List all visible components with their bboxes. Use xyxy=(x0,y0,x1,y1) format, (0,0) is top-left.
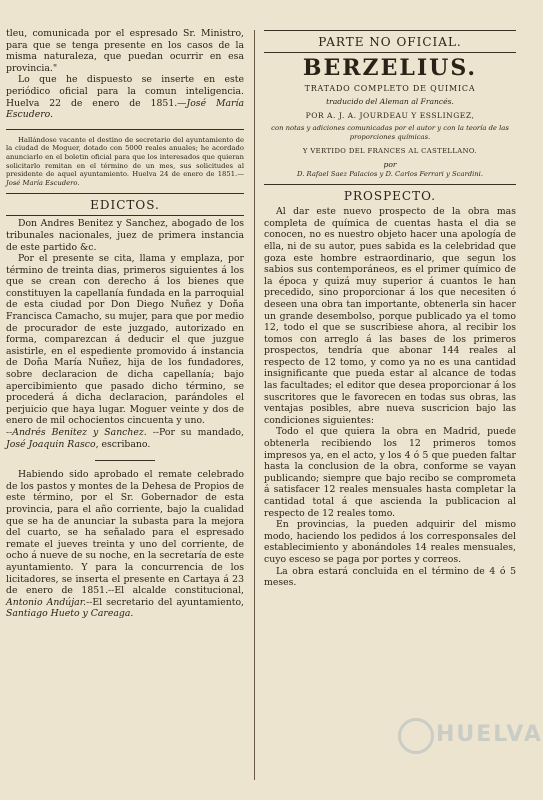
divider-rule xyxy=(264,184,516,185)
signature-rasco: José Joaquin Rasco, xyxy=(6,438,99,450)
prospecto-paragraph-1: Al dar este nuevo prospecto de la obra mas completa de química de cuentas hasta el dia se conocen, no es nuestro objeto hacer una apología de ella, ni de su autor, pues sabida es la celebridad que goza este hombre estraordinario, que segun los sabios sus contemporáneos, es el primer químico de la época y quizá muy superior á cuantos le han precedido, sino proporcionar á los que necesiten ó deseen una obra tan importante, obtenerla sin hacer un grande desembolso, porque publicado ya el tomo 12, todo el que se suscribiese ahora, al recibir los tomos con arreglo á las bases de los primeros prospectos, tendría que abonar 144 reales al respecto de 12 tomo, y como ya no es una cantidad insignificante que pueda estar al alcance de todas las facultades; el editor que desea proporcionar á los suscritores que le favorecen en todas sus obras, las ventajas posibles, abre nueva suscricion bajo las condiciones siguientes: xyxy=(264,206,516,426)
por-line: por xyxy=(383,159,397,169)
vacancy-notice-text: Hallándose vacante el destino de secretario del ayuntamiento de la ciudad de Moguer, dotado con 5000 reales anuales; he acordado anunciarlo en el boletin oficial para que los interesados que quieran solicitarlo remitan en el término de un mes, sus solicitudes al presidente de aquel ayuntamiento. Huelva 24 de enero de 1851.— xyxy=(6,135,244,179)
vertido-line: Y VERTIDO DEL FRANCES AL CASTELLANO. xyxy=(302,147,478,156)
parte-no-oficial-heading: PARTE NO OFICIAL. xyxy=(318,35,462,49)
edictos-heading: EDICTOS. xyxy=(90,198,160,213)
prospecto-heading: PROSPECTO. xyxy=(343,189,437,204)
signature-escudero-2: José María Escudero. xyxy=(6,178,80,187)
signature-andujar: Antonio Andújar. xyxy=(6,596,87,608)
berzelius-title: BERZELIUS. xyxy=(302,55,478,81)
edicto-judge-header: Don Andres Benitez y Sanchez, abogado de los tribunales nacionales, juez de primera instancia de este partido &c. xyxy=(6,218,244,253)
archive-watermark xyxy=(398,712,543,770)
secretary-label: --El secretario del ayuntamiento, xyxy=(86,596,244,608)
signature-hueto: Santiago Hueto y Careaga. xyxy=(6,608,134,620)
translators-line: D. Rafael Saez Palacios y D. Carlos Ferrari y Scardini. xyxy=(297,169,483,178)
mandate-text: --Por su mandado, xyxy=(152,427,244,438)
edicto-capellania-body: Por el presente se cita, llama y emplaza, por término de treinta dias, primeros siguientes á los que se crean con derecho á los bienes que constituyen la capellanía fundada en la parroquial de esta ciudad por Don Diego Nuñez y Doña Francisca Camacho, su mujer, para que por medio de procurador de este juzgado, autorizado en forma, comparezcan á deducir el que juzgue asistirle, en el espediente promovido á instancia de Doña María Nuñez, hija de los fundadores, sobre declaracion de dicha capellanía; bajo apercibimiento que pasado dicho término, se procederá á dicha declaracion, parándoles el perjuicio que haya lugar. Moguer veinte y dos de enero de mil ochocientos cincuenta y uno. xyxy=(6,253,244,427)
insertion-order xyxy=(6,74,244,120)
escribano-label: escribano. xyxy=(101,438,151,450)
divider-rule xyxy=(6,129,244,130)
prospecto-paragraph-4: La obra estará concluida en el término de 4 ó 5 meses. xyxy=(264,565,516,589)
translated-from: traducido del Aleman al Francés. xyxy=(326,97,454,106)
work-subtitle: TRATADO COMPLETO DE QUIMICA xyxy=(304,84,476,93)
signature-escudero-1: José María Escudero. xyxy=(6,97,244,121)
insertion-order-text: Lo que he dispuesto se inserte en este periódico oficial para la comun inteligencia. Huelva 22 de enero de 1851.— xyxy=(6,74,244,109)
edicto-dehesa-text: Habiendo sido aprobado el remate celebrado de los pastos y montes de la Dehesa de Propios de este término, por el Sr. Gobernador de esta provincia, para el año corriente, bajo la cualidad que se ha de anunciar la subasta para la mejora del cuarto, se ha señalado para el espresado remate el jueves treinta y uno del corriente, de ocho á nueve de su noche, en la secretaría de este ayuntamiento. Y para la concurrencia de los licitadores, se inserta el presente en Cartaya á 23 de enero de 1851.--El alcalde constitucional, xyxy=(6,469,244,597)
watermark-text: HUELVA xyxy=(436,722,543,747)
watermark-seal-icon xyxy=(398,718,434,754)
notes-line: con notas y adiciones comunicadas por el autor y con la teoría de las proporciones químicas. xyxy=(271,124,509,141)
signature-benitez: --Andrés Benitez y Sanchez. xyxy=(6,427,147,438)
divider-rule xyxy=(264,30,516,31)
prospecto-paragraph-2: Todo el que quiera la obra en Madrid, puede obtenerla recibiendo los 12 primeros tomos impresos ya, en el acto, y los 4 ó 5 que pueden faltar hasta la conclusion de la obra, conforme se vayan publicando; siempre que bajo recibo se comprometa á satisfacer 12 reales mensuales hasta completar la cantidad total á que ascienda la publicacion al respecto de 12 reales tomo. xyxy=(264,426,516,519)
prospecto-paragraph-3: En provincias, la pueden adquirir del mismo modo, haciendo los pedidos á los corresponsales del establecimiento y abonándoles 14 reales mensuales, cuyo esceso se paga por portes y correos. xyxy=(264,519,516,565)
authors-line: POR A. J. A. JOURDEAU Y ESSLINGEZ, xyxy=(305,110,475,120)
left-column xyxy=(6,28,244,620)
divider-rule xyxy=(264,52,516,53)
right-column xyxy=(264,28,516,589)
divider-rule xyxy=(6,215,244,216)
vacancy-notice xyxy=(6,136,244,188)
edicto-dehesa xyxy=(6,469,244,620)
divider-rule xyxy=(6,193,244,194)
column-divider xyxy=(254,30,255,780)
edicto-capellania-signatures xyxy=(6,427,244,450)
circular-ending: tleu, comunicada por el espresado Sr. Ministro, para que se tenga presente en los casos de la misma naturaleza, que puedan ocurrir en esa provincia." xyxy=(6,28,244,74)
